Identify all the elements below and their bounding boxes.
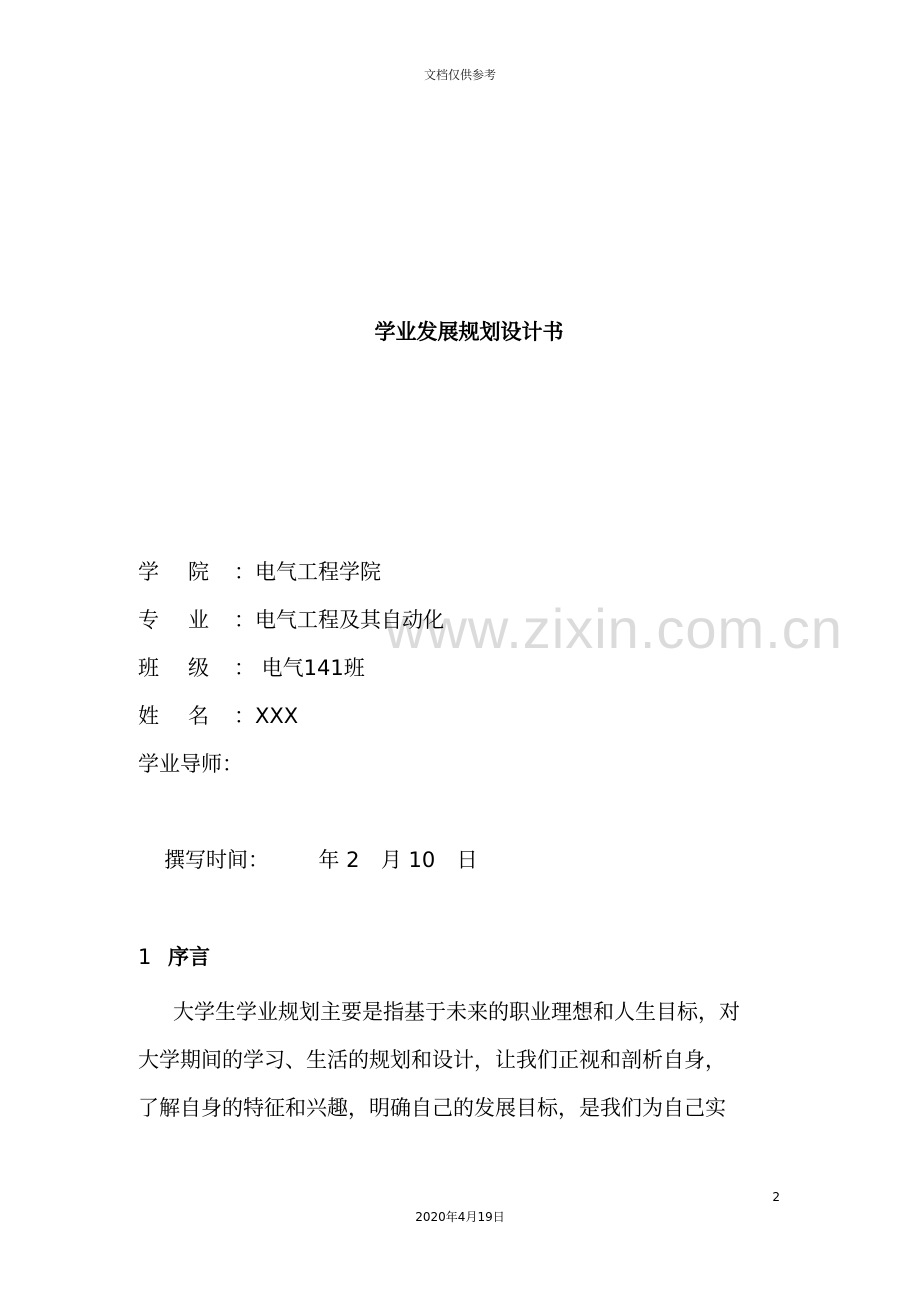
write-time-year-unit: 年	[318, 848, 340, 872]
class-value: ： 电气141班	[234, 656, 365, 680]
write-time-label: 撰写时间：	[164, 848, 269, 872]
major-value: ：电气工程及其自动化	[234, 608, 444, 632]
college-label: 学 院	[138, 560, 209, 584]
watermark: www.zixin.com.cn	[385, 597, 843, 660]
section-number: 1	[138, 945, 152, 969]
section-heading	[138, 941, 210, 971]
info-row-class	[138, 652, 444, 700]
name-label: 姓 名	[138, 704, 209, 728]
body-line: 大学期间的学习、生活的规划和设计，让我们正视和剖析自身，	[138, 1048, 726, 1072]
write-time-day-unit: 日	[456, 848, 478, 872]
body-line: 大学生学业规划主要是指基于未来的职业理想和人生目标，对	[173, 1000, 740, 1024]
info-block	[138, 556, 444, 796]
footer-date: 2020年4月19日	[415, 1210, 505, 1224]
major-label: 专 业	[138, 608, 209, 632]
college-value: ：电气工程学院	[234, 560, 381, 584]
write-time-month: 2	[346, 848, 360, 872]
write-time	[164, 844, 478, 874]
write-time-month-unit: 月	[380, 848, 402, 872]
info-row-advisor	[138, 748, 444, 796]
header-note: 文档仅供参考	[423, 68, 496, 82]
advisor-label: 学业导师：	[138, 752, 243, 776]
info-row-name	[138, 700, 444, 748]
page-number: 2	[772, 1190, 780, 1204]
section-title: 序言	[168, 945, 210, 969]
write-time-day: 10	[408, 848, 436, 872]
document-title: 学业发展规划设计书	[374, 320, 564, 344]
body-line: 了解自身的特征和兴趣，明确自己的发展目标，是我们为自己实	[138, 1096, 726, 1120]
section-body	[138, 988, 788, 1132]
class-label: 班 级	[138, 656, 209, 680]
name-value: ：XXX	[234, 704, 299, 728]
info-row-major	[138, 604, 444, 652]
info-row-college	[138, 556, 444, 604]
